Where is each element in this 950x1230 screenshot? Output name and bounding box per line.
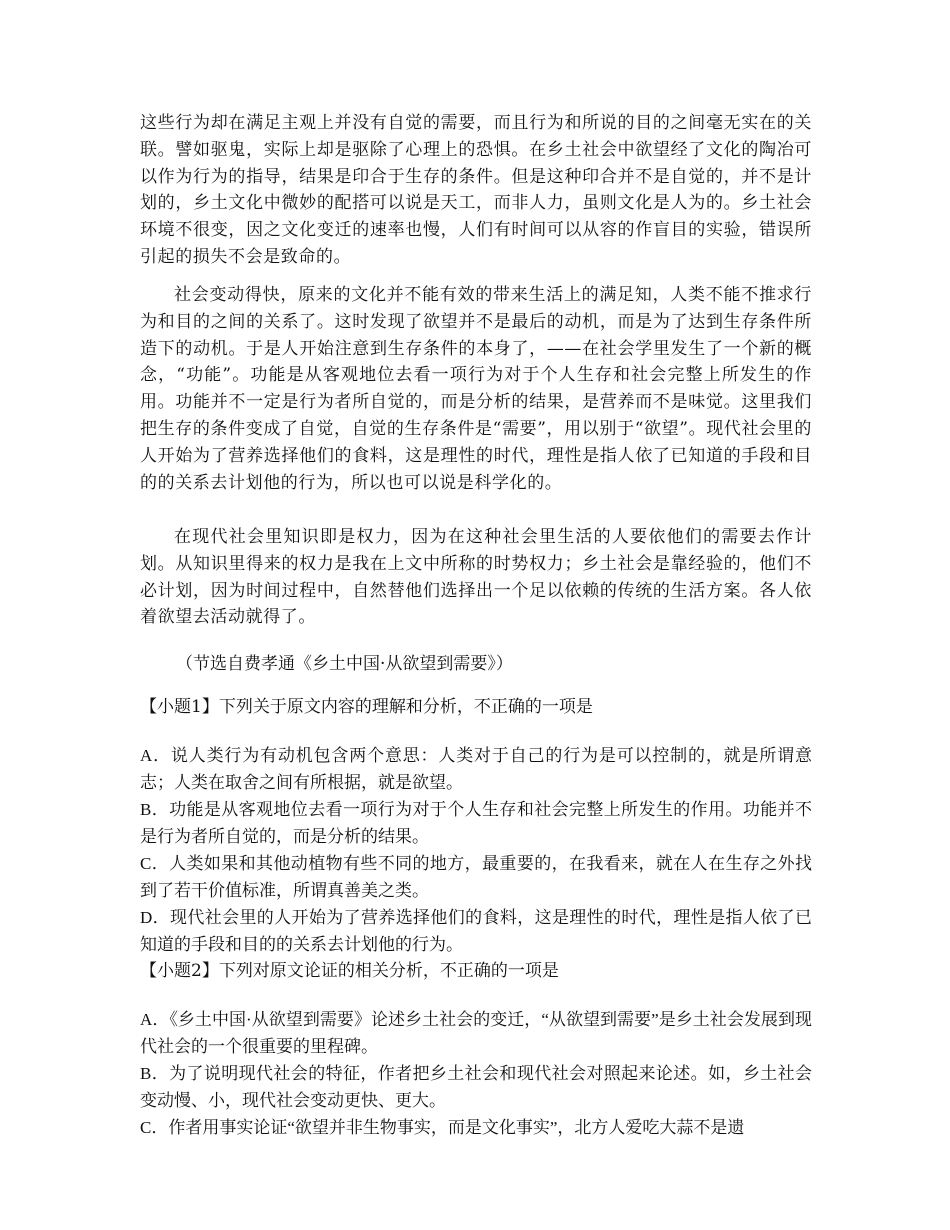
question-1-option-d: D．现代社会里的人开始为了营养选择他们的食料，这是理性的时代，理性是指人依了已知道的手段和目的的关系去计划他的行为。 — [140, 908, 812, 954]
question-1-title: 【小题1】下列关于原文内容的理解和分析，不正确的一项是 — [140, 697, 593, 717]
question-2-title: 【小题2】下列对原文论证的相关分析，不正确的一项是 — [140, 961, 559, 981]
question-2-option-c: C．作者用事实论证“欲望并非生物事实，而是文化事实”，北方人爱吃大蒜不是遗 — [140, 1118, 745, 1137]
question-2-option-a: A．《乡土中国·从欲望到需要》论述乡土社会的变迁，“从欲望到需要”是乡土社会发展到现代社会的一个很重要的里程碑。 — [140, 1010, 812, 1056]
passage-paragraph-2: 社会变动得快，原来的文化并不能有效的带来生活上的满足知，人类不能不推求行为和目的之间的关系了。这时发现了欲望并不是最后的动机，而是为了达到生存条件所造下的动机。于是人开始注意到生存条件的本身了，——在社会学里发生了一个新的概念，“功能”。功能是从客观地位去看一项行为对于个人生存和社会完整上所发生的作用。功能并不一定是行为者所自觉的，而是分析的结果，是营养而不是味觉。这里我们把生存的条件变成了自觉，自觉的生存条件是“需要”，用以别于“欲望”。现代社会里的人开始为了营养选择他们的食料，这是理性的时代，理性是指人依了已知道的手段和目的的关系去计划他的行为，所以也可以说是科学化的。 — [140, 285, 812, 493]
question-1-option-b: B．功能是从客观地位去看一项行为对于个人生存和社会完整上所发生的作用。功能并不是行为者所自觉的，而是分析的结果。 — [140, 800, 812, 846]
passage-paragraph-1: 这些行为却在满足主观上并没有自觉的需要，而且行为和所说的目的之间毫无实在的关联。譬如驱鬼，实际上却是驱除了心理上的恐惧。在乡土社会中欲望经了文化的陶冶可以作为行为的指导，结果是印合于生存的条件。但是这种印合并不是自觉的，并不是计划的，乡土文化中微妙的配搭可以说是天工，而非人力，虽则文化是人为的。乡土社会环境不很变，因之文化变迁的速率也慢，人们有时间可以从容的作盲目的实验，错误所引起的损失不会是致命的。 — [140, 113, 812, 267]
question-2-option-b: B．为了说明现代社会的特征，作者把乡土社会和现代社会对照起来论述。如，乡土社会变动慢、小，现代社会变动更快、更大。 — [140, 1064, 812, 1110]
question-1-option-a: A．说人类行为有动机包含两个意思：人类对于自己的行为是可以控制的，就是所谓意志；人类在取舍之间有所根据，就是欲望。 — [140, 746, 812, 792]
passage-paragraph-3: 在现代社会里知识即是权力，因为在这种社会里生活的人要依他们的需要去作计划。从知识里得来的权力是我在上文中所称的时势权力；乡土社会是靠经验的，他们不必计划，因为时间过程中，自然替他们选择出一个足以依赖的传统的生活方案。各人依着欲望去活动就得了。 — [140, 527, 812, 628]
question-1-option-c: C．人类如果和其他动植物有些不同的地方，最重要的，在我看来，就在人在生存之外找到了若干价值标准，所谓真善美之类。 — [140, 854, 812, 900]
passage-source: （节选自费孝通《乡土中国·从欲望到需要》） — [176, 654, 513, 674]
